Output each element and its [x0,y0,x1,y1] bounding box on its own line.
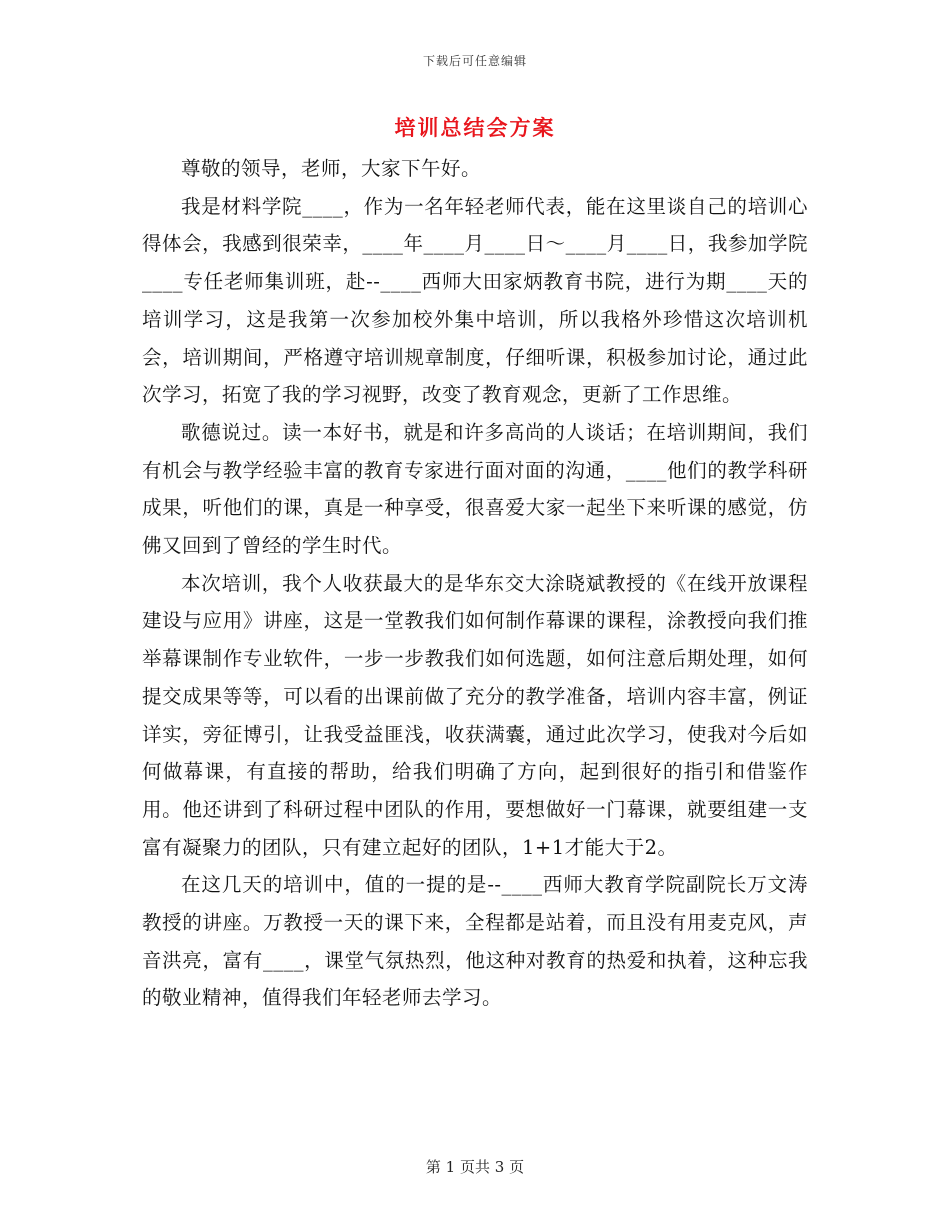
paragraph-greeting: 尊敬的领导，老师，大家下午好。 [181,157,482,180]
header-note: 下载后可任意编辑 [422,54,527,68]
paragraph-introduction: 我是材料学院____，作为一名年轻老师代表，能在这里谈自己的培训心得体会，我感到很荣幸，____年____月____日～____月____日，我参加学院____专任老师集训班，赴--____西师大田家炳教育书院，进行为期____天的培训学习，这是我第一次参加校外集中培训，所以我格外珍惜这次培训机会，培训期间，严格遵守培训规章制度，仔细听课，积极参加讨论，通过此次学习，拓宽了我的学习视野，改变了教育观念，更新了工作思维。 [142,194,808,407]
paragraph-goethe-quote: 歌德说过。读一本好书，就是和许多高尚的人谈话；在培训期间，我们有机会与教学经验丰富的教育专家进行面对面的沟通，____他们的教学科研成果，听他们的课，真是一种享受，很喜爱大家一起坐下来听课的感觉，仿佛又回到了曾经的学生时代。 [142,420,808,558]
document-title: 培训总结会方案 [394,115,556,140]
page-number-footer: 第 1 页共 3 页 [425,1158,525,1176]
paragraph-mooc-lecture: 本次培训，我个人收获最大的是华东交大涂晓斌教授的《在线开放课程建设与应用》讲座，这是一堂教我们如何制作幕课的课程，涂教授向我们推举幕课制作专业软件，一步一步教我们如何选题，如何注意后期处理，如何提交成果等等，可以看的出课前做了充分的教学准备，培训内容丰富，例证详实，旁征博引，让我受益匪浅，收获满囊，通过此次学习，使我对今后如何做幕课，有直接的帮助，给我们明确了方向，起到很好的指引和借鉴作用。他还讲到了科研过程中团队的作用，要想做好一门幕课，就要组建一支富有凝聚力的团队，只有建立起好的团队，1+1才能大于2。 [142,571,808,859]
paragraph-wan-lecture: 在这几天的培训中，值的一提的是--____西师大教育学院副院长万文涛教授的讲座。万教授一天的课下来，全程都是站着，而且没有用麦克风，声音洪亮，富有____，课堂气氛热烈，他这种对教育的热爱和执着，这种忘我的敬业精神，值得我们年轻老师去学习。 [142,873,808,1010]
document-body [142,150,808,1017]
